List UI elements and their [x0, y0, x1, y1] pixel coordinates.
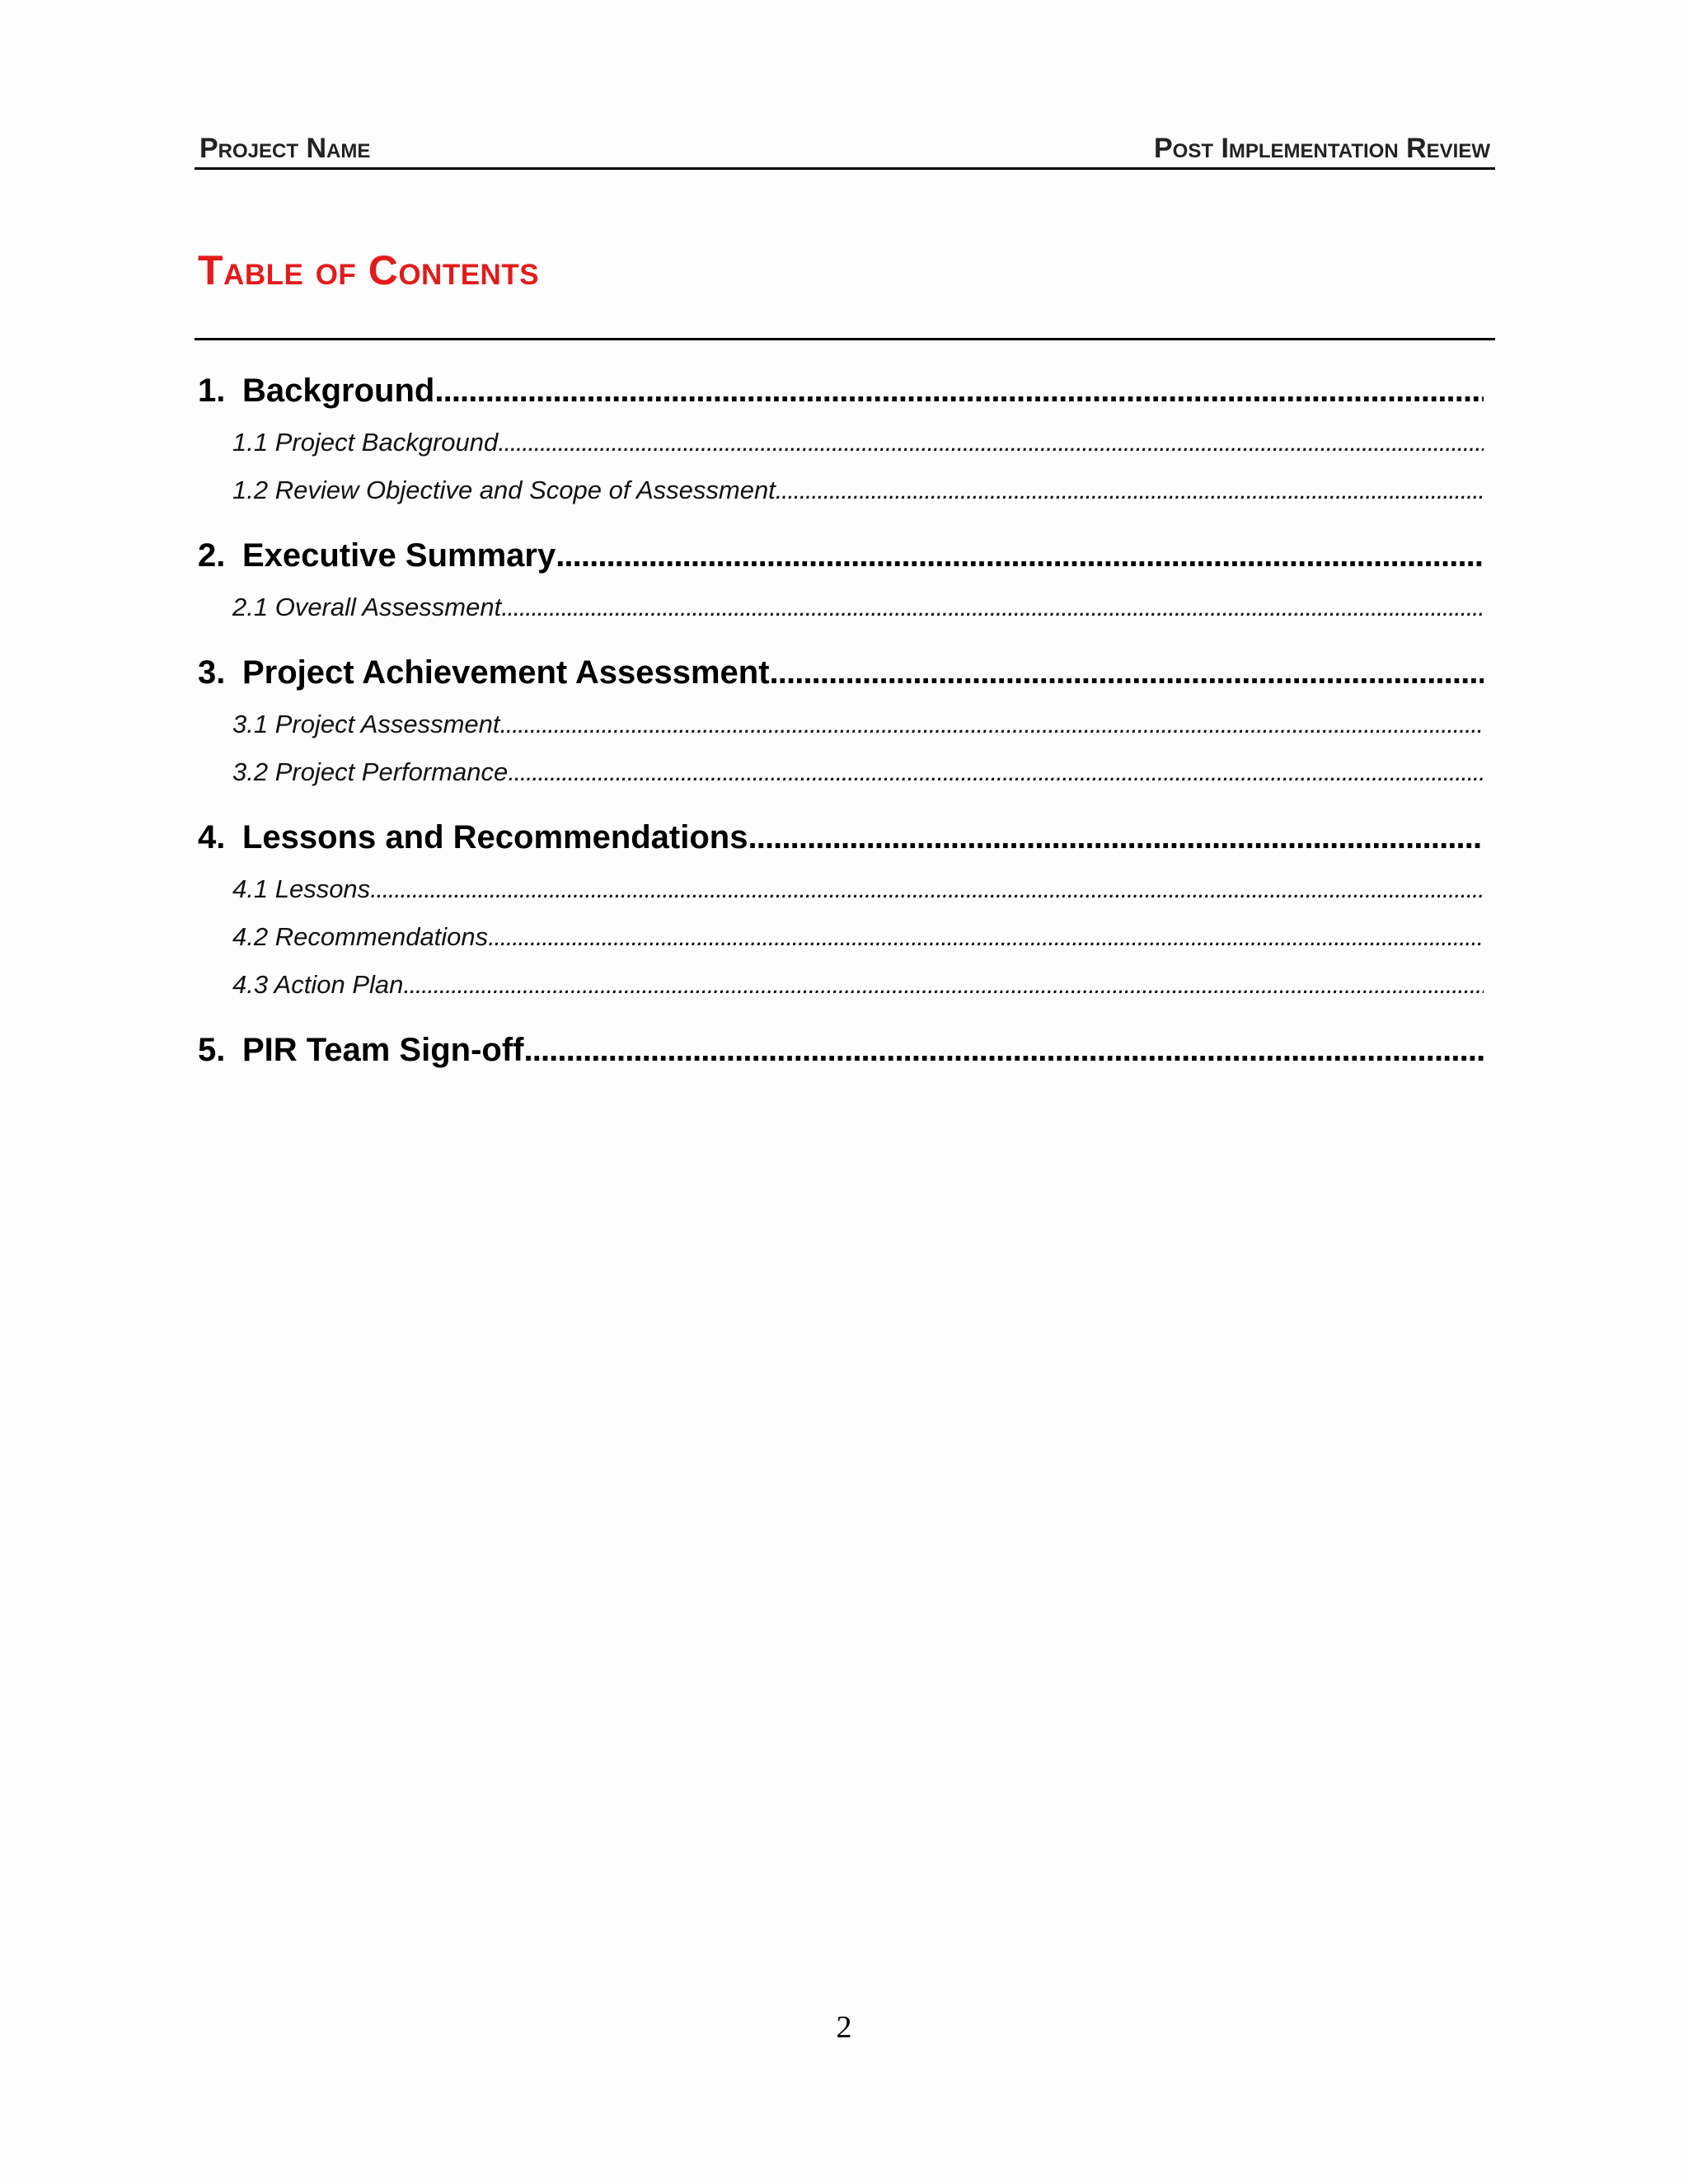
- page-header: [195, 134, 1495, 170]
- toc-section-number: 1.: [198, 373, 226, 409]
- toc-leader-dots: [501, 583, 1484, 631]
- toc-leader-dots: [523, 1022, 1484, 1078]
- toc-section-lessons-recommendations[interactable]: [198, 809, 1484, 865]
- toc-section-background[interactable]: [198, 363, 1484, 419]
- toc-subsection-title: 3.2 Project Performance: [232, 757, 509, 786]
- toc-subsection-title: 4.2 Recommendations: [232, 922, 489, 951]
- toc-section-title: Background: [242, 373, 435, 409]
- toc-section-title: Lessons and Recommendations: [242, 819, 748, 855]
- table-of-contents: [198, 363, 1484, 1078]
- toc-leader-dots: [370, 865, 1484, 913]
- toc-section-number: 4.: [198, 819, 226, 855]
- toc-section-title: PIR Team Sign-off: [242, 1032, 524, 1068]
- toc-leader-dots: [748, 809, 1484, 865]
- header-project-name: Project Name: [199, 133, 371, 164]
- toc-section-team-sign-off[interactable]: [198, 1022, 1484, 1078]
- toc-subsection-title: 4.1 Lessons: [232, 874, 371, 903]
- toc-section-project-achievement[interactable]: [198, 644, 1484, 701]
- toc-leader-dots: [434, 363, 1484, 419]
- toc-leader-dots: [556, 527, 1484, 583]
- toc-section-title: Executive Summary: [242, 537, 556, 574]
- toc-subsection-lessons[interactable]: [198, 865, 1484, 913]
- toc-subsection-project-performance[interactable]: [198, 748, 1484, 796]
- toc-leader-dots: [403, 961, 1484, 1009]
- toc-section-number: 5.: [198, 1032, 226, 1068]
- toc-divider: [195, 338, 1495, 340]
- toc-subsection-recommendations[interactable]: [198, 913, 1484, 961]
- toc-leader-dots: [500, 701, 1484, 748]
- toc-leader-dots: [770, 644, 1484, 701]
- toc-subsection-overall-assessment[interactable]: [198, 583, 1484, 631]
- toc-subsection-title: 3.1 Project Assessment: [232, 710, 500, 738]
- toc-section-title: Project Achievement Assessment: [242, 654, 770, 691]
- toc-leader-dots: [776, 466, 1484, 514]
- toc-section-number: 3.: [198, 654, 226, 691]
- toc-subsection-title: 4.3 Action Plan: [232, 970, 404, 999]
- toc-subsection-title: 2.1 Overall Assessment: [232, 593, 502, 621]
- toc-subsection-title: 1.2 Review Objective and Scope of Assessment: [232, 476, 776, 504]
- toc-section-executive-summary[interactable]: [198, 527, 1484, 583]
- toc-subsection-project-background[interactable]: [198, 419, 1484, 466]
- toc-leader-dots: [508, 748, 1484, 796]
- toc-leader-dots: [498, 419, 1484, 466]
- toc-section-number: 2.: [198, 537, 226, 574]
- toc-subsection-review-objective[interactable]: [198, 466, 1484, 514]
- toc-subsection-project-assessment[interactable]: [198, 701, 1484, 748]
- toc-subsection-action-plan[interactable]: [198, 961, 1484, 1009]
- toc-subsection-title: 1.1 Project Background: [232, 428, 499, 457]
- toc-title: Table of Contents: [198, 247, 540, 293]
- header-document-type: Post Implementation Review: [1153, 133, 1490, 164]
- page-number: 2: [836, 2010, 852, 2045]
- toc-leader-dots: [488, 913, 1484, 961]
